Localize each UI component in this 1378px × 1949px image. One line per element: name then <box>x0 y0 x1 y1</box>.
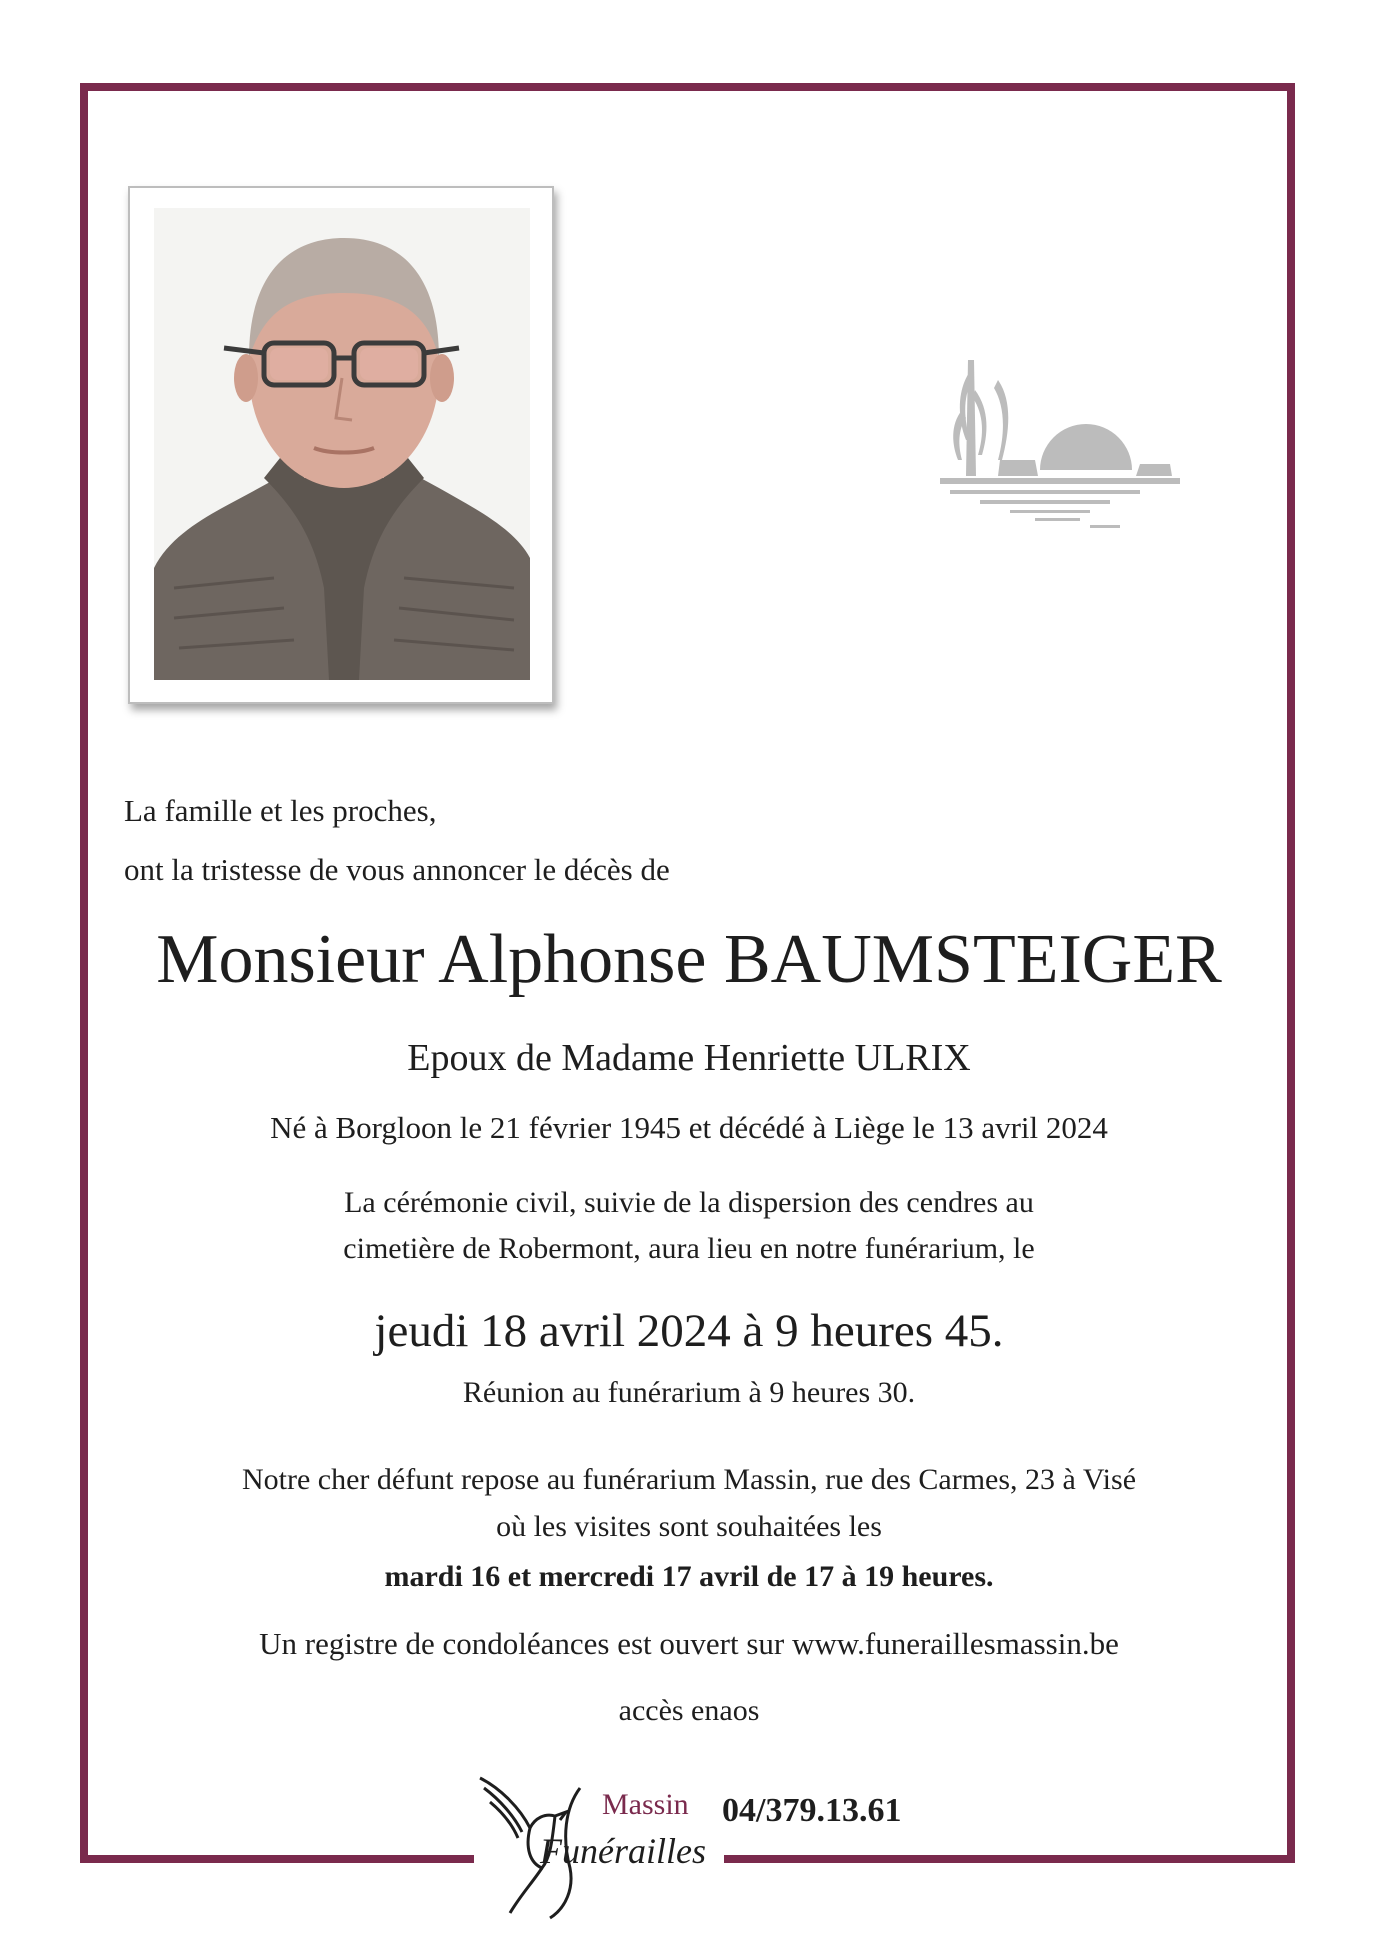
visit-dates: mardi 16 et mercredi 17 avril de 17 à 19 heures. <box>384 1560 994 1593</box>
ceremony-date: jeudi 18 avril 2024 à 9 heures 45. <box>374 1305 1004 1357</box>
intro-line-2: ont la tristesse de vous annoncer le décès de <box>124 852 670 887</box>
ceremony-line-2: cimetière de Robermont, aura lieu en notre funérarium, le <box>343 1232 1035 1265</box>
condolence-registry: Un registre de condoléances est ouvert sur www.funeraillesmassin.be <box>259 1626 1119 1661</box>
phone-number: 04/379.13.61 <box>722 1792 902 1829</box>
deceased-name: Monsieur Alphonse BAUMSTEIGER <box>156 921 1222 998</box>
repose-line-1: Notre cher défunt repose au funérarium Massin, rue des Carmes, 23 à Visé <box>241 1463 1137 1496</box>
brand-name: Massin <box>602 1788 689 1821</box>
ceremony-line-1: La cérémonie civil, suivie de la dispersion des cendres au <box>344 1186 1034 1219</box>
access-code: accès enaos <box>618 1694 760 1727</box>
spouse-line: Epoux de Madame Henriette ULRIX <box>407 1037 971 1079</box>
meeting-line: Réunion au funérarium à 9 heures 30. <box>462 1376 916 1409</box>
brand-subtitle: Funérailles <box>540 1831 706 1871</box>
birth-death-line: Né à Borgloon le 21 février 1945 et décédé à Liège le 13 avril 2024 <box>270 1110 1108 1145</box>
portrait-image <box>154 208 530 680</box>
sunset-reeds-icon <box>940 360 1180 535</box>
repose-line-2: où les visites sont souhaitées les <box>496 1510 882 1543</box>
portrait-photo <box>128 186 554 704</box>
intro-line-1: La famille et les proches, <box>124 793 437 828</box>
